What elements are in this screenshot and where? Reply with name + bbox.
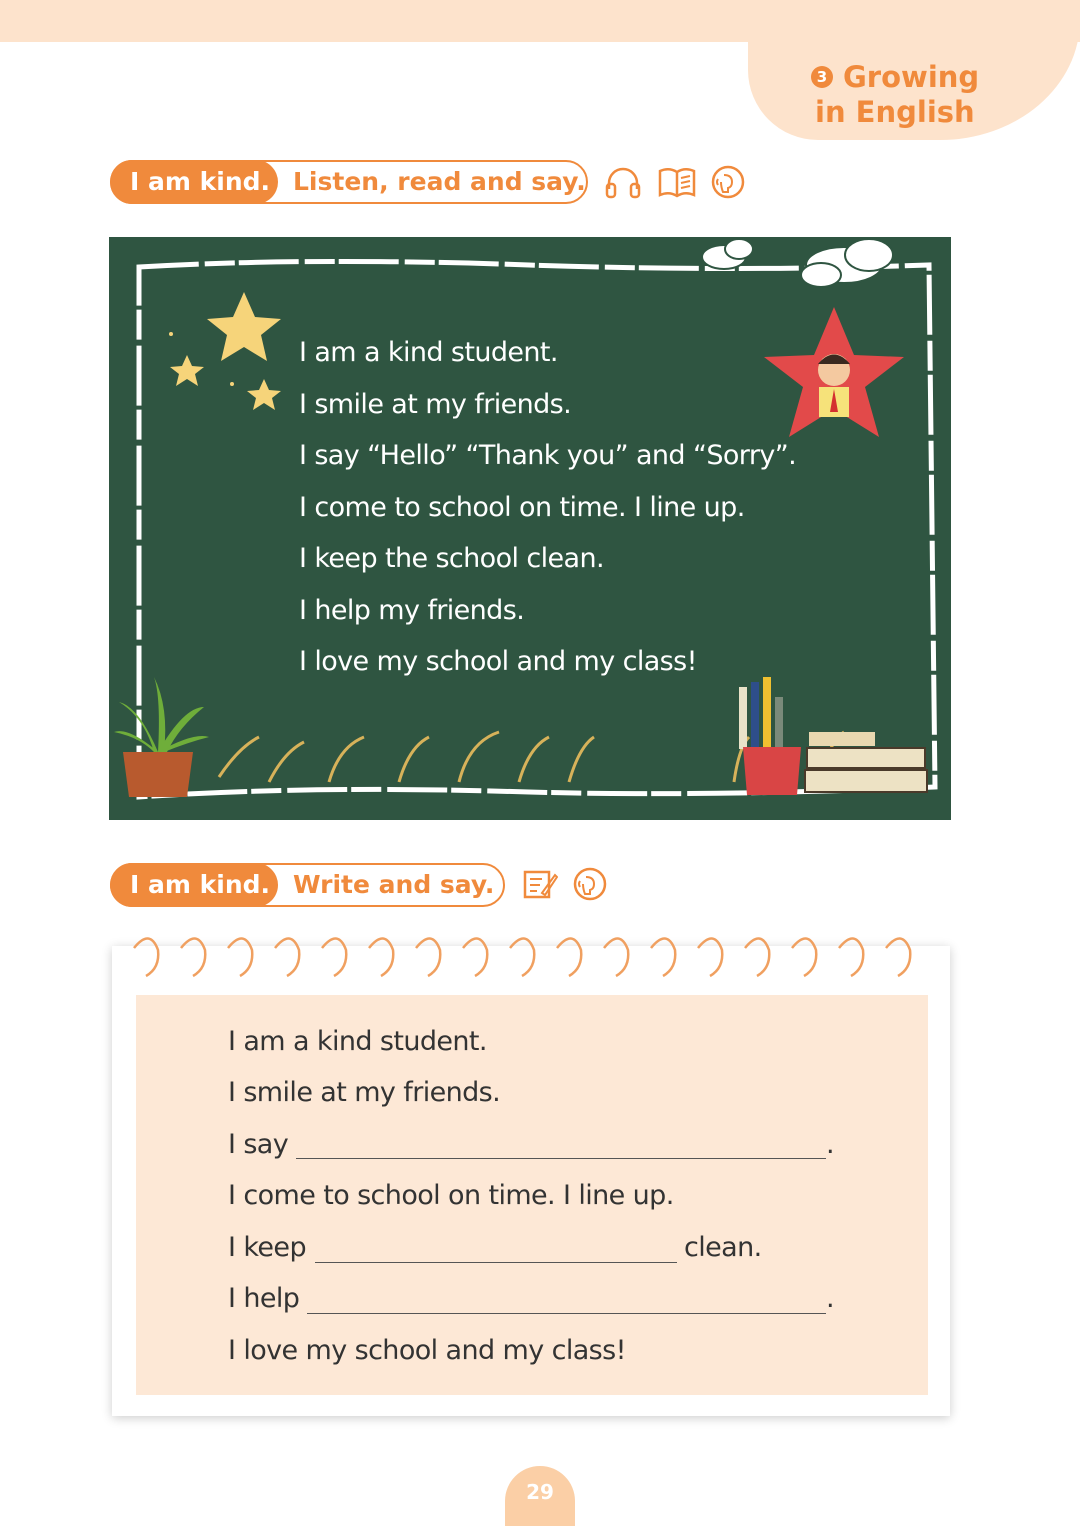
board-line: I keep the school clean. xyxy=(299,543,604,574)
worksheet-line-1: I am a kind student. xyxy=(228,1026,487,1057)
worksheet-line-5-end: clean. xyxy=(684,1232,762,1263)
worksheet-line-6-end: . xyxy=(826,1283,834,1314)
answer-blank-help[interactable] xyxy=(307,1313,826,1314)
section2-instruction: Write and say. xyxy=(293,870,495,899)
board-line: I smile at my friends. xyxy=(299,389,572,420)
worksheet-line-3-end: . xyxy=(826,1129,834,1160)
section2-tag: I am kind. xyxy=(110,863,278,907)
speak-icon[interactable] xyxy=(572,866,608,902)
worksheet-line-6-start: I help xyxy=(228,1283,300,1314)
section2-header xyxy=(110,863,505,907)
book-icon[interactable] xyxy=(657,165,697,199)
page-number-tab xyxy=(505,1466,575,1526)
unit-title-line2: in English xyxy=(815,95,975,129)
headphones-icon[interactable] xyxy=(604,165,642,199)
unit-title-line1: Growing xyxy=(843,60,980,94)
worksheet-line-4: I come to school on time. I line up. xyxy=(228,1180,674,1211)
section1-tag: I am kind. xyxy=(110,160,278,204)
chalk-frame-decoration xyxy=(109,237,951,820)
chalkboard-panel xyxy=(109,237,951,820)
write-icon[interactable] xyxy=(522,867,558,901)
spiral-binding xyxy=(112,928,950,988)
board-line: I say “Hello” “Thank you” and “Sorry”. xyxy=(299,440,797,471)
section1-header xyxy=(110,160,588,204)
worksheet-line-7: I love my school and my class! xyxy=(228,1335,626,1366)
board-line: I help my friends. xyxy=(299,595,525,626)
section1-instruction: Listen, read and say. xyxy=(293,167,586,196)
page-number: 29 xyxy=(526,1480,554,1504)
worksheet-line-2: I smile at my friends. xyxy=(228,1077,501,1108)
answer-blank-keep[interactable] xyxy=(315,1262,677,1263)
unit-number-badge: 3 xyxy=(811,66,833,88)
board-line: I come to school on time. I line up. xyxy=(299,492,745,523)
worksheet-line-3-start: I say xyxy=(228,1129,289,1160)
board-line: I am a kind student. xyxy=(299,337,558,368)
worksheet-line-5-start: I keep xyxy=(228,1232,306,1263)
speak-icon[interactable] xyxy=(710,164,746,200)
board-line: I love my school and my class! xyxy=(299,646,697,677)
answer-blank-say[interactable] xyxy=(296,1158,826,1159)
